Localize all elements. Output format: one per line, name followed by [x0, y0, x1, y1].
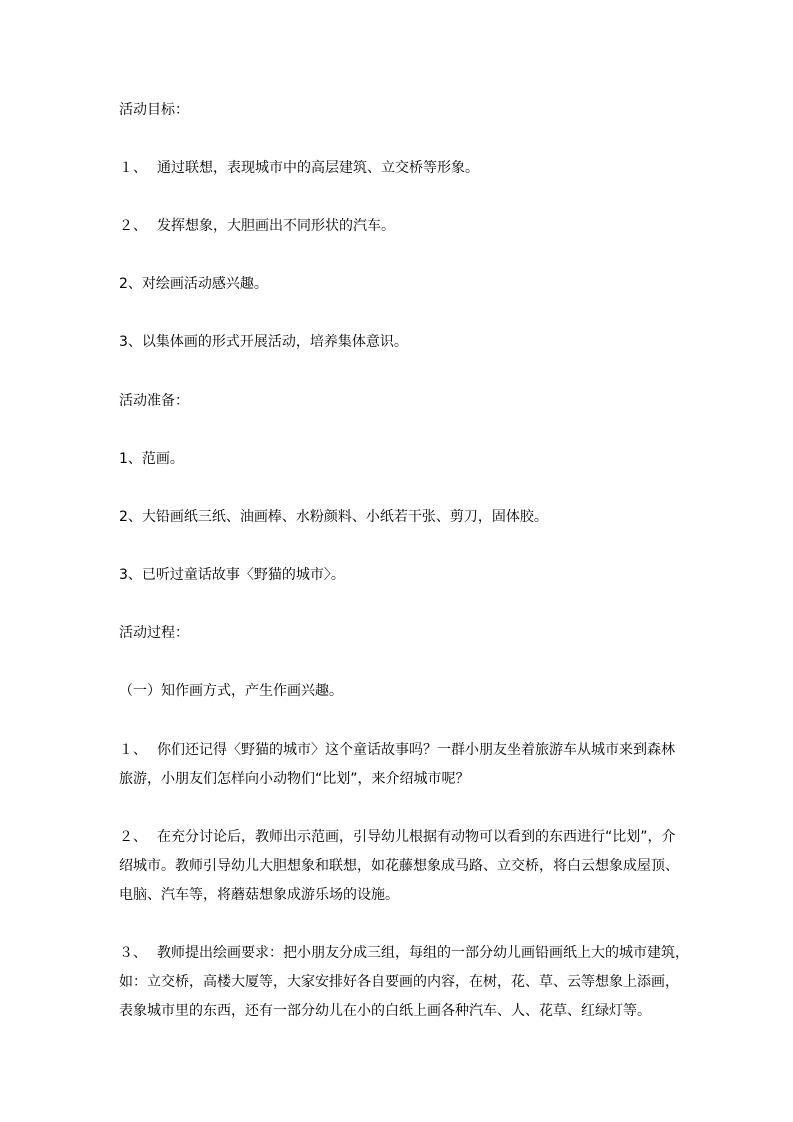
goal-heading: 活动目标： [119, 102, 189, 118]
step-text: 你们还记得〈野猫的城市〉这个童话故事吗？一群小朋友坐着旅游车从城市来到森林 [157, 742, 675, 758]
prep-item-2: 2、大铅画纸三纸、油画棒、水粉颜料、小纸若干张、剪刀，固体胶。 [119, 509, 548, 525]
goal-item-4: 3、以集体画的形式开展活动，培养集体意识。 [119, 334, 408, 350]
step-2-line-1 [119, 823, 679, 852]
step-number: ３、 [119, 945, 147, 961]
prep-item-3: 3、已听过童话故事〈野猫的城市〉。 [119, 567, 345, 583]
goal-item-3: 2、对绘画活动感兴趣。 [119, 276, 268, 292]
step-3-line-3: 表象城市里的东西，还有一部分幼儿在小的白纸上画各种汽车、人、花草、红绿灯等。 [119, 1003, 651, 1019]
step-1-line-1 [119, 736, 679, 765]
step-2-line-3: 电脑、汽车等，将蘑菇想象成游乐场的设施。 [119, 887, 399, 903]
goal-item-number: １、 [119, 160, 147, 176]
step-number: ２、 [119, 829, 147, 845]
section-heading: （一）知作画方式，产生作画兴趣。 [119, 683, 343, 699]
goal-item-1 [119, 154, 679, 183]
step-number: １、 [119, 742, 147, 758]
prep-heading: 活动准备： [119, 393, 189, 409]
step-3-line-2: 如：立交桥，高楼大厦等，大家安排好各自要画的内容，在树，花、草、云等想象上添画， [119, 974, 679, 990]
prep-item-1: 1、范画。 [119, 451, 184, 467]
process-heading: 活动过程： [119, 625, 189, 641]
goal-item-2 [119, 212, 679, 241]
goal-item-text: 通过联想，表现城市中的高层建筑、立交桥等形象。 [157, 160, 479, 176]
step-text: 在充分讨论后，教师出示范画，引导幼儿根据有动物可以看到的东西进行“比划”，介 [157, 829, 676, 845]
step-3-line-1 [119, 939, 689, 968]
step-2-line-2: 绍城市。教师引导幼儿大胆想象和联想，如花藤想象成马路、立交桥，将白云想象成屋顶、 [119, 858, 679, 874]
goal-item-number: ２、 [119, 218, 147, 234]
goal-item-text: 发挥想象，大胆画出不同形状的汽车。 [157, 218, 395, 234]
step-1-line-2: 旅游，小朋友们怎样向小动物们“比划”，来介绍城市呢？ [119, 771, 470, 787]
step-text: 教师提出绘画要求：把小朋友分成三组，每组的一部分幼儿画铅画纸上大的城市建筑， [157, 945, 689, 961]
